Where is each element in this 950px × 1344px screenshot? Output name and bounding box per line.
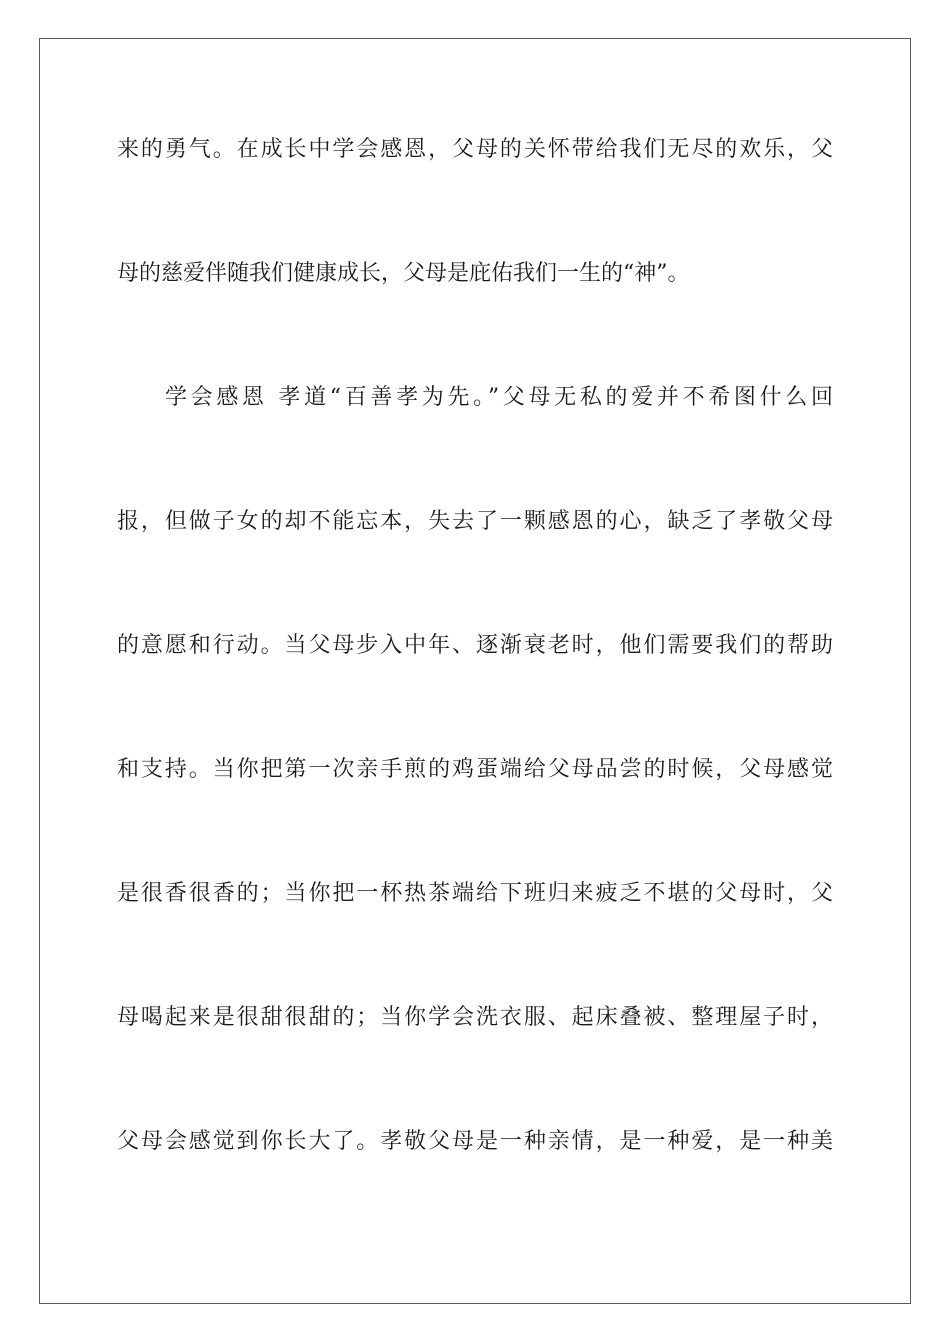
text-line-2: 母的慈爱伴随我们健康成长，父母是庇佑我们一生的“神”。	[117, 261, 690, 286]
text-line-8: 母喝起来是很甜很甜的；当你学会洗衣服、起床叠被、整理屋子时，	[117, 1005, 833, 1030]
text-line-6: 和支持。当你把第一次亲手煎的鸡蛋端给父母品尝的时候，父母感觉	[117, 757, 833, 782]
text-line-5: 的意愿和行动。当父母步入中年、逐渐衰老时，他们需要我们的帮助	[117, 633, 833, 658]
text-line-4: 报，但做子女的却不能忘本，失去了一颗感恩的心，缺乏了孝敬父母	[117, 509, 833, 534]
text-line-7: 是很香很香的；当你把一杯热茶端给下班归来疲乏不堪的父母时，父	[117, 881, 833, 906]
page-border	[39, 38, 911, 1304]
text-line-1: 来的勇气。在成长中学会感恩，父母的关怀带给我们无尽的欢乐，父	[117, 137, 833, 162]
text-line-3: 学会感恩 孝道“百善孝为先。”父母无私的爱并不希图什么回	[165, 385, 833, 410]
text-line-9: 父母会感觉到你长大了。孝敬父母是一种亲情，是一种爱，是一种美	[117, 1129, 833, 1154]
